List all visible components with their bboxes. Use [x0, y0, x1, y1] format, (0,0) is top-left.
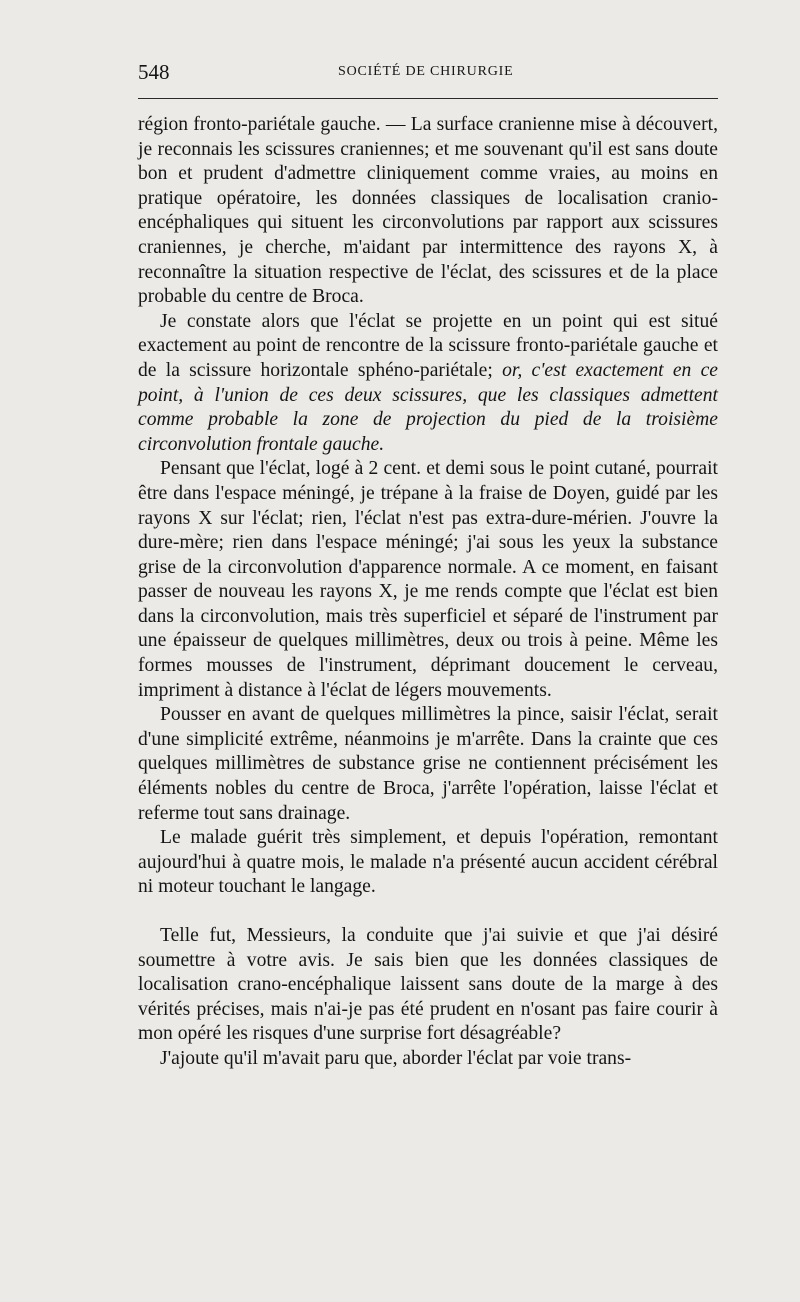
paragraph: Telle fut, Messieurs, la conduite que j'ai suivie et que j'ai désiré soumettre à votre avis. Je sais bien que les données classiques de localisation crano-encéphalique laissent sans doute de la marge à des vérités précises, mais n'ai-je pas été prudent en n'osant pas faire courir à mon opéré les risques d'une surprise fort désagréable? — [138, 925, 718, 1045]
paragraph: Pensant que l'éclat, logé à 2 cent. et demi sous le point cutané, pourrait être dans l'espace méningé, je trépane à la fraise de Doyen, guidé par les rayons X sur l'éclat; rien, l'éclat n'est pas extra-dure-mérien. J'ouvre la dure-mère; rien dans l'espace méningé; j'ai sous les yeux la substance grise de la circonvolution d'apparence normale. A ce moment, en faisant passer de nouveau les rayons X, je me rends compte que l'éclat est bien dans la circonvolution, mais très superficiel et séparé de l'instrument par une épaisseur de quelques millimètres, deux ou trois à peine. Même les formes mousses de l'instrument, déprimant doucement le cerveau, impriment à distance à l'éclat de légers mouvements. — [138, 458, 718, 701]
paragraph: Pousser en avant de quelques millimètres la pince, saisir l'éclat, serait d'une simplicité extrême, néanmoins je m'arrête. Dans la crainte que ces quelques millimètres de substance grise ne contiennent précisément les éléments nobles du centre de Broca, j'arrête l'opération, laisse l'éclat et referme tout sans drainage. — [138, 704, 718, 824]
running-head: SOCIÉTÉ DE CHIRURGIE — [338, 64, 514, 79]
body-text — [138, 113, 718, 1072]
paragraph-roman-text: Je constate alors que l'éclat se projette en un point qui est situé exactement au point de rencontre de la scissure fronto-pariétale gauche et de la scissure horizontale sphéno-pariétale; — [138, 310, 718, 381]
paragraph: J'ajoute qu'il m'avait paru que, aborder l'éclat par voie trans- — [160, 1047, 632, 1069]
paragraph: région fronto-pariétale gauche. — La surface cranienne mise à découvert, je reconnais les scissures craniennes; et me souvenant qu'il est sans doute bon et prudent d'admettre cliniquement comme vraies, au moins en pratique opératoire, les données classiques de localisation cranio-encéphaliques qui situent les circonvolutions par rapport aux scissures craniennes, je cherche, m'aidant par intermittence des rayons X, à reconnaître la situation respective de l'éclat, des scissures et de la place probable du centre de Broca. — [138, 114, 718, 308]
paragraph-italic-text: or, c'est exactement en ce point, à l'union de ces deux scissures, que les classiques admettent comme probable la zone de projection du pied de la troisième circonvolution frontale gauche. — [138, 359, 718, 455]
paragraph — [138, 310, 718, 458]
page-header — [138, 60, 718, 84]
header-rule — [138, 98, 718, 99]
page-number: 548 — [138, 60, 170, 84]
paragraph: Le malade guérit très simplement, et depuis l'opération, remontant aujourd'hui à quatre mois, le malade n'a présenté aucun accident cérébral ni moteur touchant le langage. — [138, 827, 718, 898]
